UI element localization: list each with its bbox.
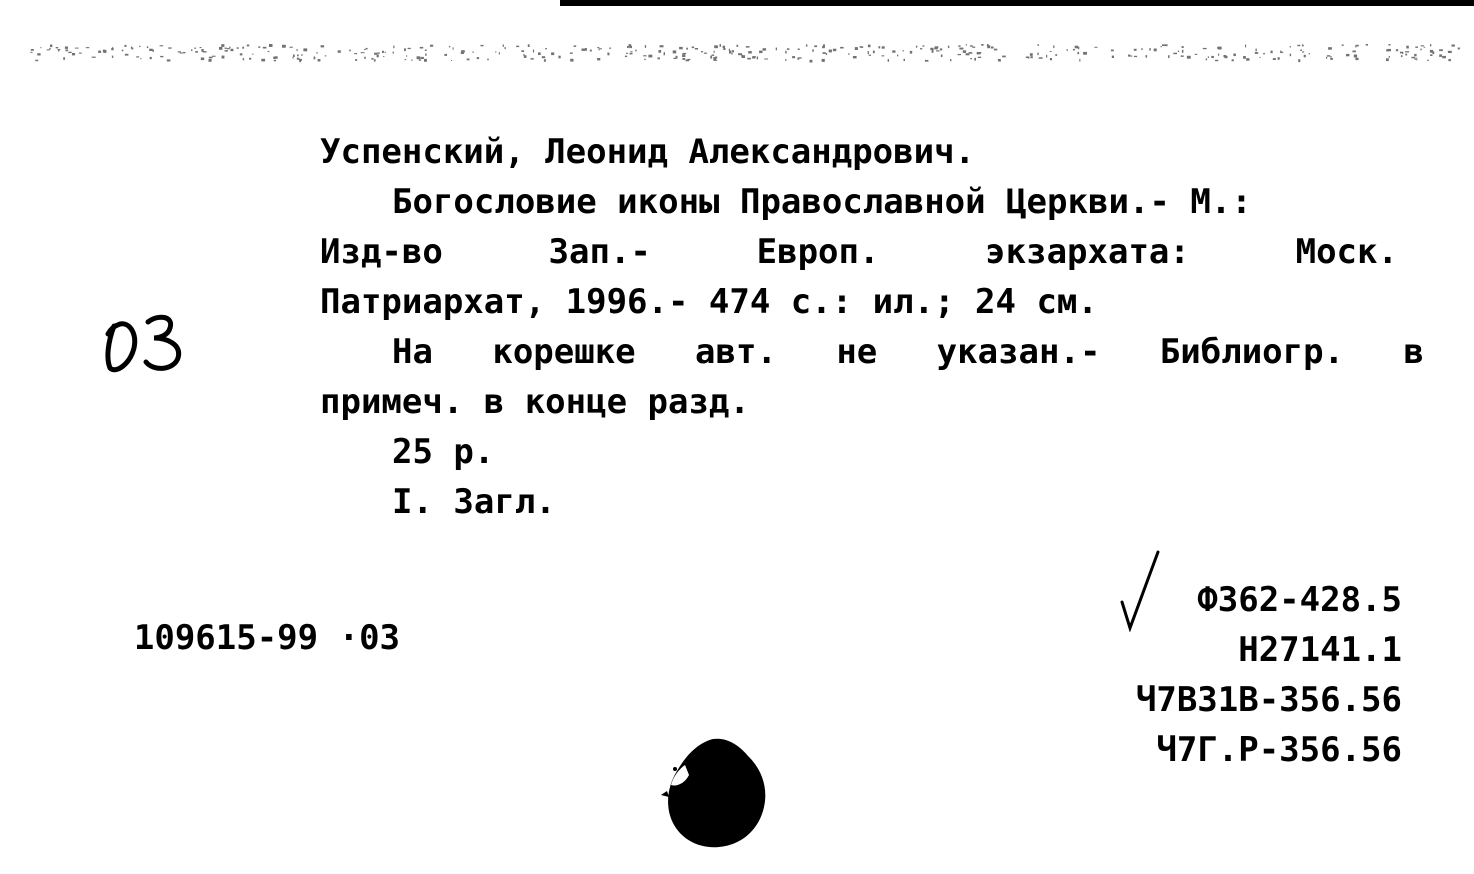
accession-separator: · xyxy=(318,618,360,658)
price: 25 р. xyxy=(392,432,495,472)
publisher-word: экзархата: xyxy=(985,232,1190,272)
classification-code: Ч7В31В-356.56 xyxy=(1135,680,1402,720)
note-word: На xyxy=(392,332,433,372)
note-line-continued: примеч. в конце разд. xyxy=(320,382,750,422)
classification-code: Ф362-428.5 xyxy=(1197,580,1402,620)
top-edge-rule xyxy=(560,0,1474,6)
ink-blot xyxy=(655,735,775,850)
accession-number xyxy=(52,578,400,698)
note-line xyxy=(392,332,1424,372)
classification-code: Ч7Г.Р-356.56 xyxy=(1156,730,1402,770)
note-word: указан.- xyxy=(936,332,1101,372)
title-statement: Богословие иконы Православной Церкви.- М.: xyxy=(392,182,1252,222)
note-word: в xyxy=(1403,332,1424,372)
note-word: корешке xyxy=(492,332,636,372)
note-word: не xyxy=(836,332,878,372)
publisher-word: Европ. xyxy=(756,232,880,272)
check-mark-icon xyxy=(1118,548,1162,632)
author-heading: Успенский, Леонид Александрович. xyxy=(320,132,976,172)
scan-noise-band xyxy=(30,40,1460,64)
publisher-word: Изд-во xyxy=(320,232,443,272)
accession-number-value: 109615-99 xyxy=(133,618,319,658)
handwritten-code-mark xyxy=(100,308,190,378)
classification-code: Н27141.1 xyxy=(1238,630,1402,670)
publisher-line xyxy=(320,232,1398,272)
note-word: авт. xyxy=(695,332,777,372)
imprint-line: Патриархат, 1996.- 474 с.: ил.; 24 см. xyxy=(320,282,1098,322)
title-tracing: I. Загл. xyxy=(392,482,556,522)
publisher-word: Моск. xyxy=(1295,232,1398,272)
publisher-word: Зап.- xyxy=(548,232,651,272)
note-word: Библиогр. xyxy=(1159,332,1345,372)
accession-suffix: 03 xyxy=(359,618,401,658)
